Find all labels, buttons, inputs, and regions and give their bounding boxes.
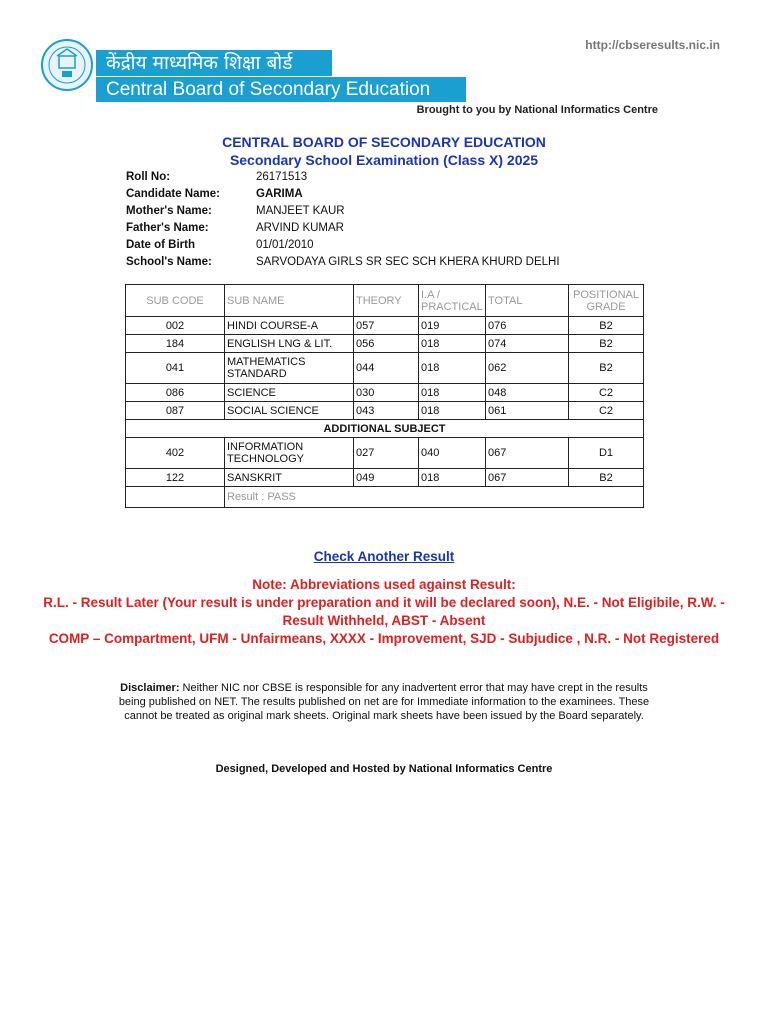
grade: B2 — [569, 317, 644, 335]
theory-marks: 030 — [354, 384, 419, 402]
marks-table — [125, 284, 644, 508]
sub-code: 122 — [126, 469, 225, 487]
col-sub-code: SUB CODE — [126, 285, 225, 317]
sub-code: 402 — [126, 438, 225, 469]
theory-marks: 057 — [354, 317, 419, 335]
sub-name: INFORMATION TECHNOLOGY — [225, 438, 354, 469]
school-name-value: SARVODAYA GIRLS SR SEC SCH KHERA KHURD DELHI — [256, 255, 560, 268]
total-marks: 061 — [486, 402, 569, 420]
grade: C2 — [569, 402, 644, 420]
col-grade: POSITIONAL GRADE — [569, 285, 644, 317]
theory-marks: 027 — [354, 438, 419, 469]
total-marks: 067 — [486, 438, 569, 469]
table-row — [126, 402, 644, 420]
check-another-result-link[interactable]: Check Another Result — [313, 549, 455, 564]
exam-heading: Secondary School Examination (Class X) 2025 — [229, 152, 539, 168]
brought-by-text: Brought to you by National Informatics Centre — [416, 104, 658, 116]
sub-code: 184 — [126, 335, 225, 353]
table-row — [126, 438, 644, 469]
table-row — [126, 469, 644, 487]
roll-value: 26171513 — [256, 170, 308, 183]
practical-marks: 040 — [419, 438, 486, 469]
disclaimer-text: Neither NIC nor CBSE is responsible for any inadvertent error that may have crept in the results being published on NET. The results published on net are for Immediate information to the examinees. These cannot be treated as original mark sheets. Original mark sheets have been issued by the Board separately. — [118, 682, 650, 722]
candidate-name-value: GARIMA — [256, 187, 303, 200]
candidate-info-table — [126, 168, 560, 270]
total-marks: 062 — [486, 353, 569, 384]
note-heading: Note: Abbreviations used against Result: — [252, 577, 516, 592]
practical-marks: 018 — [419, 402, 486, 420]
cbse-logo — [40, 38, 94, 92]
abbreviation-note — [30, 576, 738, 648]
result-empty-cell — [126, 487, 225, 508]
disclaimer-label: Disclaimer: — [120, 682, 180, 694]
note-line-1: R.L. - Result Later (Your result is under preparation and it will be declared soon), N.E. - Not Eligibile, R.W. - Result Withheld, ABST - Absent — [43, 595, 725, 628]
grade: D1 — [569, 438, 644, 469]
sub-name: MATHEMATICS STANDARD — [225, 353, 354, 384]
sub-name: HINDI COURSE-A — [225, 317, 354, 335]
table-row — [126, 353, 644, 384]
result-row — [126, 487, 644, 508]
father-name-label: Father's Name: — [126, 221, 209, 234]
sub-code: 087 — [126, 402, 225, 420]
additional-subject-label: ADDITIONAL SUBJECT — [126, 420, 644, 438]
grade: B2 — [569, 335, 644, 353]
sub-name: ENGLISH LNG & LIT. — [225, 335, 354, 353]
table-row — [126, 317, 644, 335]
dob-value: 01/01/2010 — [256, 238, 314, 251]
grade: B2 — [569, 469, 644, 487]
practical-marks: 018 — [419, 384, 486, 402]
designed-by-footer: Designed, Developed and Hosted by National Informatics Centre — [215, 763, 553, 775]
father-name-value: ARVIND KUMAR — [256, 221, 344, 234]
total-marks: 074 — [486, 335, 569, 353]
practical-marks: 018 — [419, 353, 486, 384]
sub-code: 002 — [126, 317, 225, 335]
sub-code: 041 — [126, 353, 225, 384]
total-marks: 067 — [486, 469, 569, 487]
practical-marks: 018 — [419, 469, 486, 487]
theory-marks: 056 — [354, 335, 419, 353]
theory-marks: 043 — [354, 402, 419, 420]
english-board-title: Central Board of Secondary Education — [96, 77, 466, 102]
mother-name-label: Mother's Name: — [126, 204, 212, 217]
additional-subject-row — [126, 420, 644, 438]
col-practical: I.A / PRACTICAL — [419, 285, 486, 317]
marks-header-row — [126, 285, 644, 317]
practical-marks: 018 — [419, 335, 486, 353]
sub-name: SOCIAL SCIENCE — [225, 402, 354, 420]
disclaimer — [116, 681, 652, 723]
col-sub-name: SUB NAME — [225, 285, 354, 317]
table-row — [126, 384, 644, 402]
col-total: TOTAL — [486, 285, 569, 317]
sub-name: SCIENCE — [225, 384, 354, 402]
col-theory: THEORY — [354, 285, 419, 317]
result-status: Result : PASS — [225, 487, 644, 508]
total-marks: 048 — [486, 384, 569, 402]
mother-name-value: MANJEET KAUR — [256, 204, 345, 217]
theory-marks: 049 — [354, 469, 419, 487]
grade: B2 — [569, 353, 644, 384]
sub-name: SANSKRIT — [225, 469, 354, 487]
roll-label: Roll No: — [126, 170, 171, 183]
candidate-name-label: Candidate Name: — [126, 187, 220, 200]
practical-marks: 019 — [419, 317, 486, 335]
note-line-2: COMP – Compartment, UFM - Unfairmeans, XXXX - Improvement, SJD - Subjudice , N.R. - Not Registered — [48, 631, 720, 646]
theory-marks: 044 — [354, 353, 419, 384]
site-url: http://cbseresults.nic.in — [585, 38, 720, 52]
school-name-label: School's Name: — [126, 255, 212, 268]
dob-label: Date of Birth — [126, 238, 195, 251]
grade: C2 — [569, 384, 644, 402]
hindi-board-title: केंद्रीय माध्यमिक शिक्षा बोर्ड — [96, 50, 332, 76]
total-marks: 076 — [486, 317, 569, 335]
board-heading: CENTRAL BOARD OF SECONDARY EDUCATION — [222, 134, 546, 150]
sub-code: 086 — [126, 384, 225, 402]
table-row — [126, 335, 644, 353]
check-another-container — [0, 548, 768, 566]
